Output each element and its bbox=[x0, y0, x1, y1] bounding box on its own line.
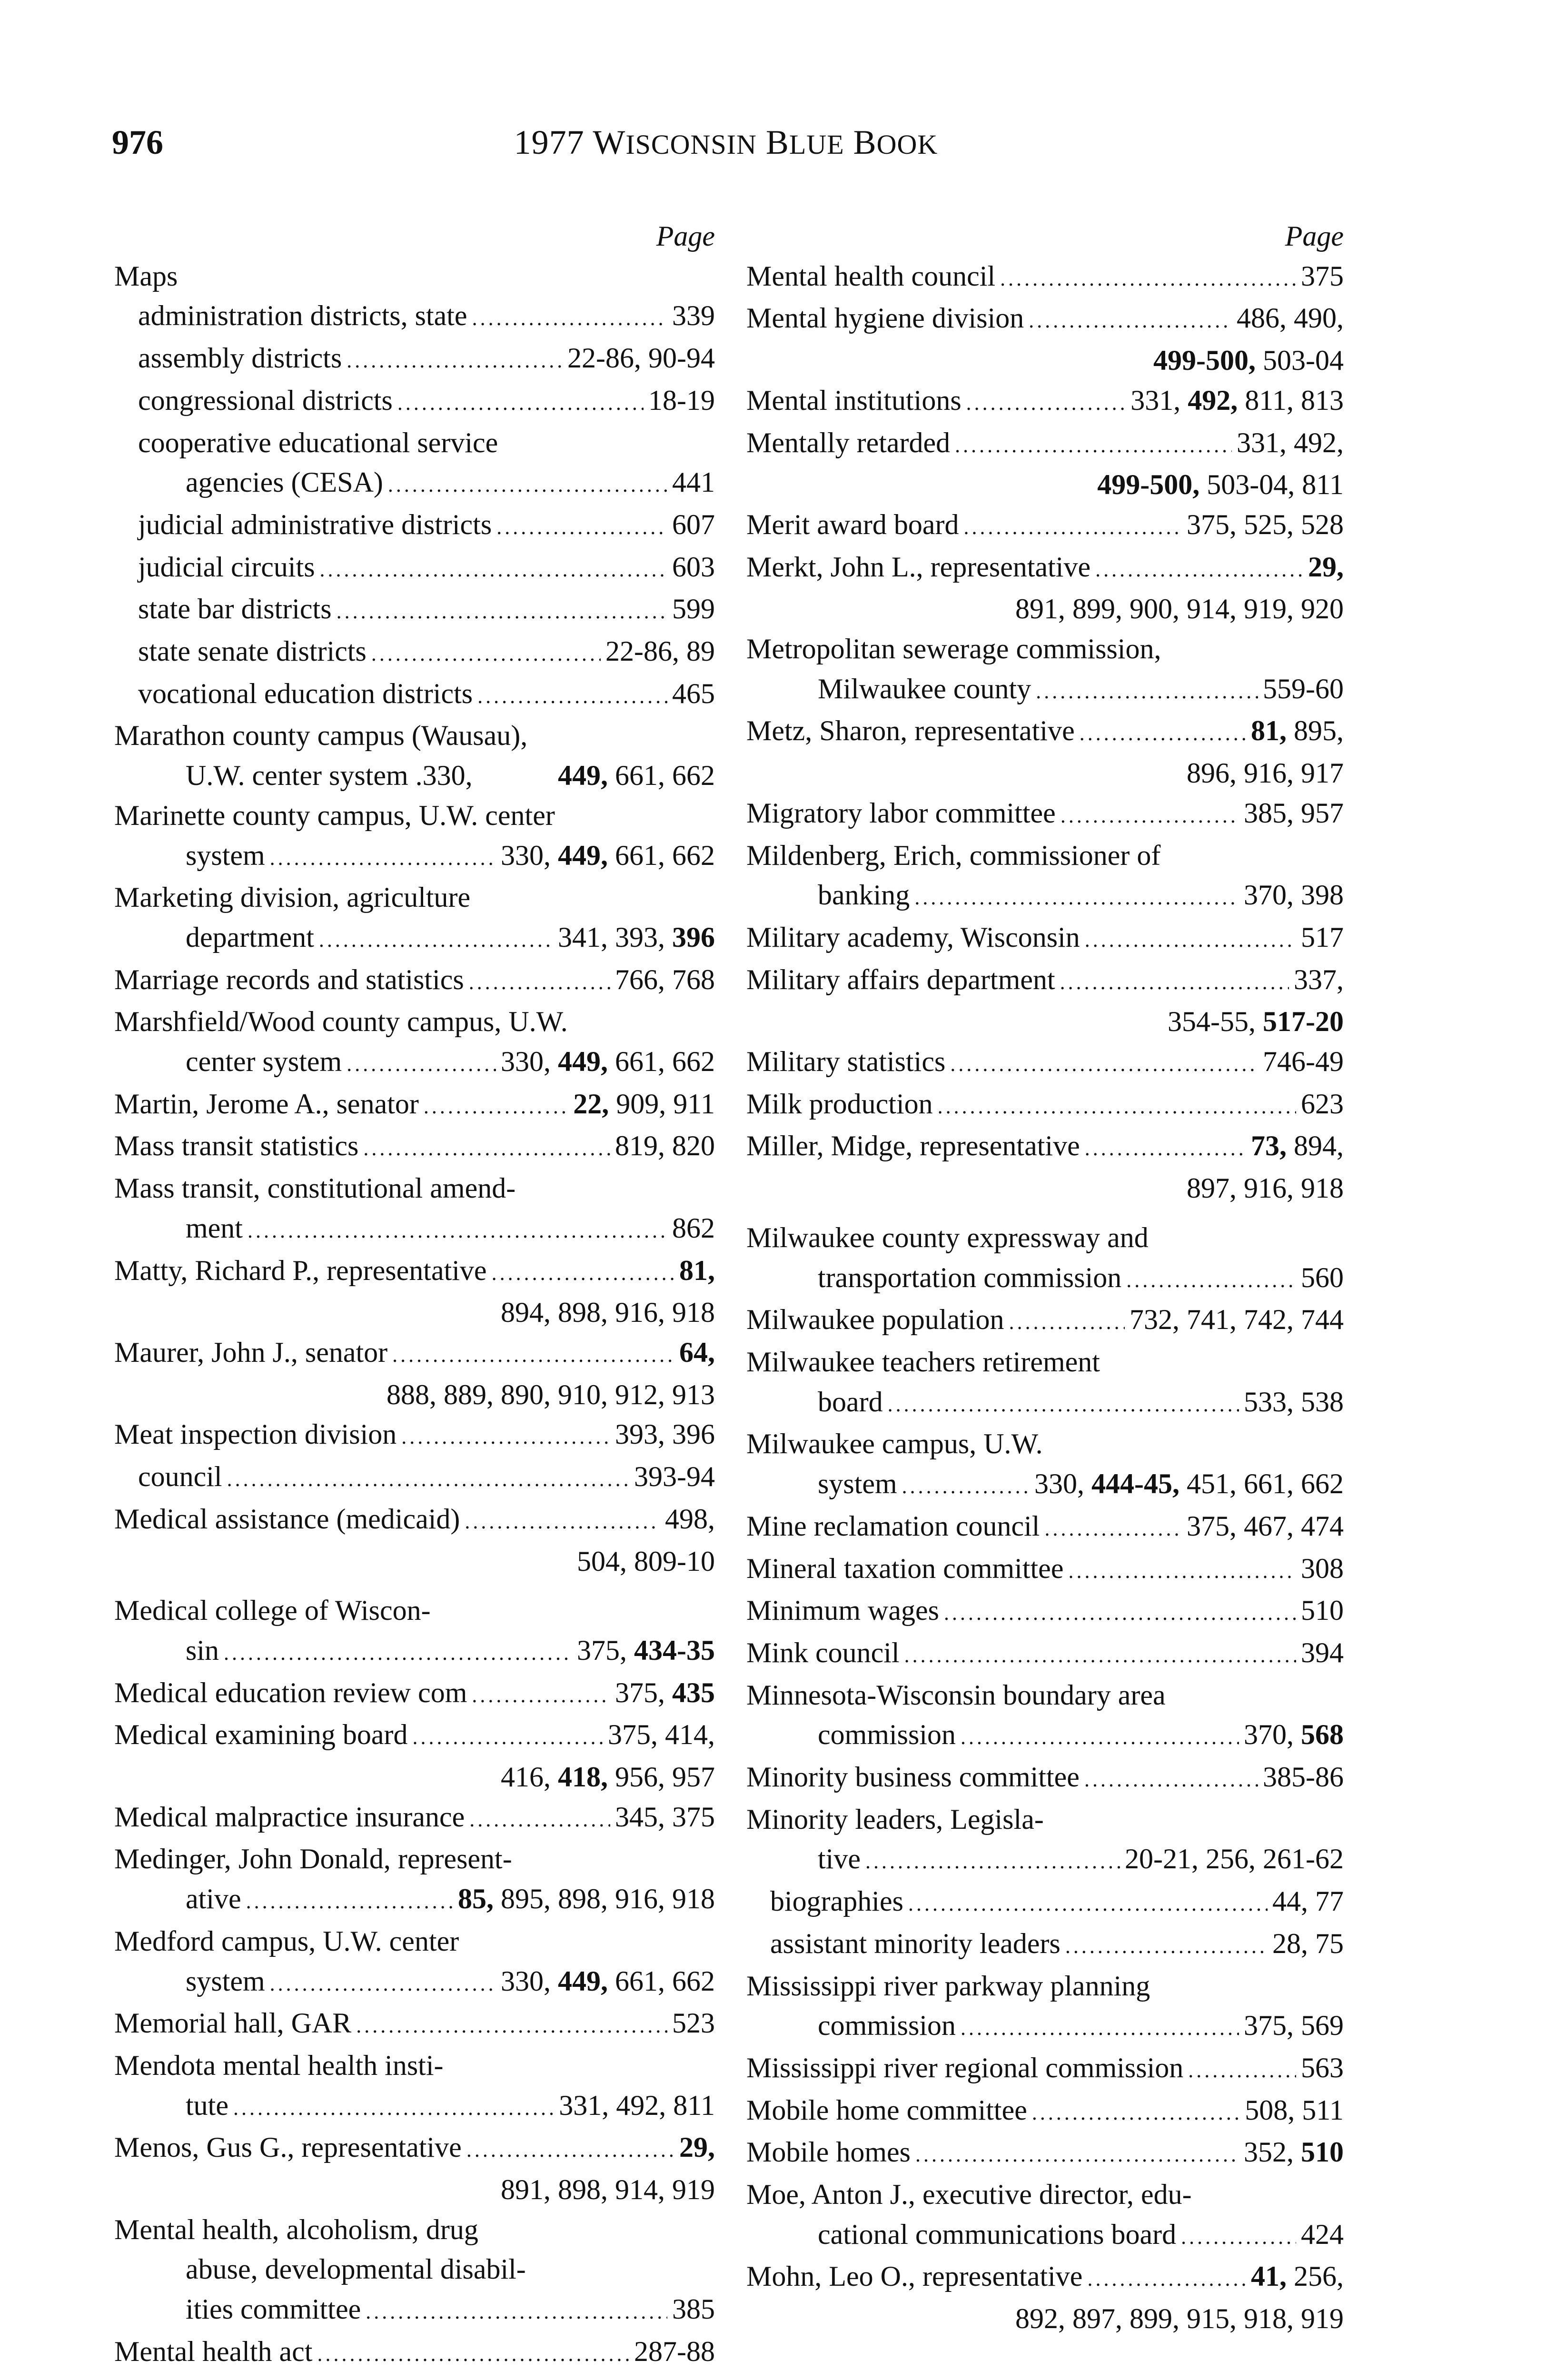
page-refs: 375, 434-35 bbox=[577, 1634, 715, 1666]
page-refs: 375, 435 bbox=[615, 1676, 715, 1708]
index-entry: judicial circuits ..... 603 bbox=[114, 547, 715, 590]
page-refs: 746-49 bbox=[1263, 1046, 1344, 1078]
index-entry: Menos, Gus G., representative ..... 29, bbox=[114, 2128, 715, 2170]
index-entry: Minimum wages ..... 510 bbox=[746, 1591, 1344, 1633]
index-page-refs: 891, 899, 900, 914, 919, 920 bbox=[1015, 593, 1344, 625]
leader-dots bbox=[1032, 2093, 1240, 2133]
leader-dots bbox=[337, 592, 667, 632]
leader-dots bbox=[1085, 920, 1296, 960]
index-entry: Mental health council ..... 375 bbox=[746, 257, 1344, 299]
leader-dots bbox=[1068, 1551, 1296, 1591]
index-entry: state bar districts ..... 599 bbox=[114, 589, 715, 632]
leader-dots bbox=[1087, 2259, 1246, 2299]
leader-dots bbox=[356, 2006, 667, 2046]
page-refs: 623 bbox=[1301, 1088, 1344, 1120]
index-page-refs: 896, 916, 917 bbox=[1187, 757, 1344, 789]
leader-dots bbox=[1084, 1760, 1258, 1800]
index-entry-heading: Marshfield/Wood county campus, U.W. bbox=[114, 1006, 568, 1038]
index-entry: Mink council ..... 394 bbox=[746, 1633, 1344, 1676]
index-page-refs: 897, 916, 918 bbox=[1187, 1172, 1344, 1204]
page-refs: 375, 414, bbox=[608, 1719, 715, 1751]
leader-dots bbox=[270, 1964, 496, 2004]
leader-dots bbox=[1060, 962, 1289, 1002]
leader-dots bbox=[1085, 1129, 1246, 1169]
index-entry: tute ..... 331, 492, 811 bbox=[114, 2086, 715, 2128]
page-refs: 330, 449, 661, 662 bbox=[501, 1965, 715, 1997]
page-refs: 308 bbox=[1301, 1552, 1344, 1584]
page-refs: 375, 467, 474 bbox=[1187, 1510, 1344, 1542]
leader-dots bbox=[1044, 1509, 1182, 1549]
index-entry: Minority business committee ..... 385-86 bbox=[746, 1757, 1344, 1800]
index-entry-heading: Marinette county campus, U.W. center bbox=[114, 799, 555, 831]
index-entry-heading: Minority leaders, Legisla- bbox=[746, 1803, 1044, 1835]
page-refs: 28, 75 bbox=[1272, 1927, 1344, 1959]
leader-dots bbox=[388, 465, 667, 505]
leader-dots bbox=[472, 298, 667, 338]
page-refs: 607 bbox=[672, 508, 715, 540]
page-refs: 393, 396 bbox=[615, 1418, 715, 1450]
page-refs: 345, 375 bbox=[615, 1801, 715, 1833]
leader-dots bbox=[961, 1717, 1239, 1757]
index-entry: Medical malpractice insurance ..... 345, 375 bbox=[114, 1797, 715, 1840]
leader-dots bbox=[469, 1800, 610, 1840]
leader-dots bbox=[397, 383, 644, 423]
index-entry: system ..... 330, 449, 661, 662 bbox=[114, 1962, 715, 2004]
page-refs: 862 bbox=[672, 1212, 715, 1244]
index-entry: Metz, Sharon, representative ..... 81, 895, bbox=[746, 711, 1344, 754]
index-entry: administration districts, state ..... 339 bbox=[114, 296, 715, 338]
index-entry-heading: Milwaukee teachers retirement bbox=[746, 1346, 1100, 1378]
index-entry: Medical examining board ..... 375, 414, bbox=[114, 1715, 715, 1757]
leader-dots bbox=[1065, 1926, 1268, 1966]
leader-dots bbox=[1126, 1260, 1296, 1300]
page-header bbox=[112, 123, 1340, 175]
index-entry-heading: Marathon county campus (Wausau), bbox=[114, 720, 528, 752]
index-entries-left bbox=[114, 257, 715, 2374]
leader-dots bbox=[392, 1335, 674, 1375]
index-entry: Medical education review com ..... 375, 435 bbox=[114, 1673, 715, 1716]
index-entry: commission ..... 370, 568 bbox=[746, 1715, 1344, 1757]
index-entry: Mental health act ..... 287-88 bbox=[114, 2332, 715, 2374]
index-entry-heading: Minnesota-Wisconsin boundary area bbox=[746, 1679, 1166, 1711]
index-entry: Mohn, Leo O., representative ..... 41, 256, bbox=[746, 2257, 1344, 2299]
index-entry: Maurer, John J., senator ..... 64, bbox=[114, 1333, 715, 1375]
index-entry-heading: Marketing division, agriculture bbox=[114, 882, 471, 913]
index-entry: Military statistics ..... 746-49 bbox=[746, 1042, 1344, 1084]
index-entry: cational communications board ..... 424 bbox=[746, 2215, 1344, 2257]
page-refs: 508, 511 bbox=[1245, 2094, 1344, 2126]
page-refs: 29, bbox=[679, 2132, 715, 2163]
index-entry: ities committee ..... 385 bbox=[114, 2290, 715, 2332]
index-entry: Medical assistance (medicaid) ..... 498, bbox=[114, 1499, 715, 1542]
page-refs: 394 bbox=[1301, 1636, 1344, 1668]
page-refs: 81, 895, bbox=[1251, 715, 1344, 747]
page-refs: 331, 492, bbox=[1237, 426, 1344, 458]
page-refs: 533, 538 bbox=[1244, 1386, 1344, 1418]
index-entry: Military academy, Wisconsin ..... 517 bbox=[746, 918, 1344, 960]
index-entry: board ..... 533, 538 bbox=[746, 1382, 1344, 1425]
page-refs: 424 bbox=[1301, 2218, 1344, 2250]
index-page-refs: 888, 889, 890, 910, 912, 913 bbox=[386, 1378, 715, 1410]
page-refs: 330, 449, 661, 662 bbox=[501, 839, 715, 871]
index-entry: Meat inspection division ..... 393, 396 bbox=[114, 1415, 715, 1457]
index-entry: system ..... 330, 449, 661, 662 bbox=[114, 836, 715, 878]
index-entry: Mentally retarded ..... 331, 492, bbox=[746, 423, 1344, 466]
page-refs: 517 bbox=[1301, 921, 1344, 953]
index-entry: Mental institutions ..... 331, 492, 811, 813 bbox=[746, 381, 1344, 423]
leader-dots bbox=[317, 2334, 629, 2374]
leader-dots bbox=[908, 1884, 1268, 1924]
page-refs: 375, 569 bbox=[1244, 2010, 1344, 2042]
leader-dots bbox=[904, 1636, 1296, 1676]
leader-dots bbox=[424, 1087, 568, 1127]
page-refs: 339 bbox=[672, 300, 715, 332]
leader-dots bbox=[233, 2088, 554, 2128]
index-entry: Mobile homes ..... 352, 510 bbox=[746, 2132, 1344, 2175]
index-entry: sin ..... 375, 434-35 bbox=[114, 1631, 715, 1673]
index-entry: Merkt, John L., representative ..... 29, bbox=[746, 547, 1344, 590]
page-refs: 385 bbox=[672, 2293, 715, 2325]
index-entry: assistant minority leaders ..... 28, 75 bbox=[746, 1924, 1344, 1966]
index-entry: vocational education districts ..... 465 bbox=[114, 674, 715, 716]
index-page-refs: 892, 897, 899, 915, 918, 919 bbox=[1015, 2303, 1344, 2335]
page-refs: 337, bbox=[1294, 963, 1344, 995]
leader-dots bbox=[888, 1385, 1239, 1425]
index-entry-heading: Mass transit, constitutional amend- bbox=[114, 1172, 516, 1204]
leader-dots bbox=[248, 1211, 667, 1251]
page-refs: 330, 449, 661, 662 bbox=[501, 1046, 715, 1078]
index-entry-heading: Metropolitan sewerage commission, bbox=[746, 633, 1161, 665]
leader-dots bbox=[224, 1633, 572, 1673]
index-entry: commission ..... 375, 569 bbox=[746, 2006, 1344, 2048]
page-refs: 486, 490, bbox=[1237, 302, 1344, 334]
page-refs: 44, 77 bbox=[1272, 1885, 1344, 1917]
leader-dots bbox=[1029, 301, 1232, 341]
leader-dots bbox=[1080, 714, 1246, 754]
index-entry: assembly districts ..... 22-86, 90-94 bbox=[114, 338, 715, 381]
index-entry: Military affairs department ..... 337, bbox=[746, 960, 1344, 1002]
leader-dots bbox=[1095, 550, 1303, 590]
index-entry: Milwaukee population ..... 732, 741, 742, 744 bbox=[746, 1300, 1344, 1342]
leader-dots bbox=[320, 550, 667, 590]
index-entry: Martin, Jerome A., senator ..... 22, 909, 911 bbox=[114, 1084, 715, 1127]
page-refs: 393-94 bbox=[634, 1461, 715, 1493]
page-refs: 22, 909, 911 bbox=[573, 1088, 715, 1120]
index-entry: department ..... 341, 393, 396 bbox=[114, 918, 715, 960]
index-page-refs: 499-500, 503-04, 811 bbox=[1097, 469, 1344, 501]
page-refs: 732, 741, 742, 744 bbox=[1130, 1304, 1344, 1336]
index-page-refs: 891, 898, 914, 919 bbox=[501, 2174, 715, 2206]
leader-dots bbox=[472, 1676, 610, 1716]
page-refs: 375 bbox=[1301, 260, 1344, 292]
index-page-refs: 894, 898, 916, 918 bbox=[501, 1297, 715, 1329]
page-refs: 498, bbox=[665, 1503, 715, 1535]
index-entry-heading: Mildenberg, Erich, commissioner of bbox=[746, 839, 1161, 871]
index-entry: system ..... 330, 444-45, 451, 661, 662 bbox=[746, 1464, 1344, 1507]
leader-dots bbox=[914, 878, 1239, 918]
index-entry: Mineral taxation committee ..... 308 bbox=[746, 1549, 1344, 1591]
leader-dots bbox=[1181, 2217, 1296, 2257]
index-entry: Marriage records and statistics ..... 766, 768 bbox=[114, 960, 715, 1002]
index-entry: Mass transit statistics ..... 819, 820 bbox=[114, 1126, 715, 1169]
index-entry: Mine reclamation council ..... 375, 467, 474 bbox=[746, 1507, 1344, 1549]
leader-dots bbox=[227, 1459, 629, 1499]
page-refs: 385, 957 bbox=[1244, 797, 1344, 829]
index-entry: Milk production ..... 623 bbox=[746, 1084, 1344, 1127]
leader-dots bbox=[401, 1417, 610, 1457]
leader-dots bbox=[371, 634, 601, 674]
index-entry-heading: cooperative educational service bbox=[138, 426, 498, 458]
index-column-right bbox=[746, 217, 1344, 2339]
leader-dots bbox=[347, 1044, 496, 1084]
leader-dots bbox=[246, 1882, 453, 1922]
leader-dots bbox=[466, 2130, 674, 2170]
page-refs: 441 bbox=[672, 466, 715, 498]
leader-dots bbox=[270, 838, 496, 878]
leader-dots bbox=[938, 1087, 1296, 1127]
page-refs: 559-60 bbox=[1263, 673, 1344, 704]
index-entry-heading: Medford campus, U.W. center bbox=[114, 1925, 459, 1957]
index-entry-heading: Mendota mental health insti- bbox=[114, 2049, 444, 2081]
page-refs: 331, 492, 811, 813 bbox=[1130, 384, 1344, 416]
page-refs: 385-86 bbox=[1263, 1761, 1344, 1793]
page-refs: 331, 492, 811 bbox=[559, 2089, 715, 2121]
page-refs: 523 bbox=[672, 2007, 715, 2039]
page-refs: 22-86, 89 bbox=[605, 635, 715, 667]
page-refs: 370, 398 bbox=[1244, 879, 1344, 911]
page-refs: 341, 393, 396 bbox=[558, 921, 715, 953]
index-entry: ative ..... 85, 895, 898, 916, 918 bbox=[114, 1879, 715, 1922]
index-entry: congressional districts ..... 18-19 bbox=[114, 381, 715, 423]
page-refs: 603 bbox=[672, 551, 715, 583]
leader-dots bbox=[1009, 1302, 1125, 1342]
index-page-refs: 499-500, 503-04 bbox=[1153, 345, 1344, 377]
index-entry-heading: Maps bbox=[114, 260, 178, 292]
index-page-refs: 354-55, 517-20 bbox=[1168, 1006, 1344, 1038]
running-head-year: 1977 bbox=[514, 123, 585, 161]
index-entry-heading: Mental health, alcoholism, drug bbox=[114, 2213, 478, 2245]
page-refs: 819, 820 bbox=[615, 1130, 715, 1162]
page-refs: 85, 895, 898, 916, 918 bbox=[458, 1883, 715, 1915]
index-entry: Migratory labor committee ..... 385, 957 bbox=[746, 793, 1344, 836]
leader-dots bbox=[412, 1717, 603, 1757]
index-entry: Matty, Richard P., representative ..... 81, bbox=[114, 1251, 715, 1293]
index-entry-heading: Moe, Anton J., executive director, edu- bbox=[746, 2179, 1192, 2211]
index-entry: Mississippi river regional commission ..... 563 bbox=[746, 2048, 1344, 2091]
index-entries-right bbox=[746, 257, 1344, 2339]
index-entry: transportation commission ..... 560 bbox=[746, 1258, 1344, 1300]
leader-dots bbox=[963, 507, 1182, 547]
page-refs: 287-88 bbox=[634, 2335, 715, 2367]
page-refs: 22-86, 90-94 bbox=[567, 342, 715, 374]
index-entry: center system ..... 330, 449, 661, 662 bbox=[114, 1042, 715, 1084]
leader-dots bbox=[865, 1842, 1120, 1882]
page-refs: 81, bbox=[679, 1254, 715, 1286]
page-refs: 352, 510 bbox=[1244, 2136, 1344, 2168]
index-entry-heading: Milwaukee campus, U.W. bbox=[746, 1428, 1043, 1460]
leader-dots bbox=[347, 341, 563, 381]
index-entry: state senate districts ..... 22-86, 89 bbox=[114, 632, 715, 674]
leader-dots bbox=[496, 507, 667, 547]
page-refs: 73, 894, bbox=[1251, 1130, 1344, 1162]
index-entry-heading: Medinger, John Donald, represent- bbox=[114, 1843, 512, 1875]
page-refs: 563 bbox=[1301, 2052, 1344, 2083]
index-entry: Merit award board ..... 375, 525, 528 bbox=[746, 505, 1344, 547]
index-entry: Memorial hall, GAR ..... 523 bbox=[114, 2003, 715, 2046]
page-refs: 20-21, 256, 261-62 bbox=[1125, 1843, 1344, 1875]
index-entry-heading: Medical college of Wiscon- bbox=[114, 1595, 431, 1626]
index-entry: tive ..... 20-21, 256, 261-62 bbox=[746, 1839, 1344, 1882]
running-head: 1977 WISCONSIN BLUE BOOK bbox=[514, 123, 938, 161]
index-entry: Mobile home committee ..... 508, 511 bbox=[746, 2091, 1344, 2133]
leader-dots bbox=[950, 1044, 1258, 1084]
leader-dots bbox=[944, 1593, 1296, 1633]
entry-spacer bbox=[746, 1209, 1344, 1218]
entry-spacer bbox=[114, 1581, 715, 1591]
column-page-label: Page bbox=[1285, 220, 1344, 252]
index-entry: judicial administrative districts ..... 607 bbox=[114, 505, 715, 547]
page-refs: 41, 256, bbox=[1251, 2261, 1344, 2292]
index-entry: Miller, Midge, representative ..... 73, 894, bbox=[746, 1126, 1344, 1169]
index-entry: agencies (CESA) ..... 441 bbox=[114, 463, 715, 505]
page-refs: 599 bbox=[672, 593, 715, 625]
index-entry-heading: Milwaukee county expressway and bbox=[746, 1221, 1149, 1253]
index-entry: banking ..... 370, 398 bbox=[746, 875, 1344, 918]
leader-dots bbox=[477, 676, 667, 716]
column-page-label: Page bbox=[656, 220, 715, 252]
leader-dots bbox=[363, 1129, 610, 1169]
page-refs: 29, bbox=[1308, 551, 1344, 583]
leader-dots bbox=[902, 1467, 1030, 1507]
leader-dots bbox=[1000, 259, 1296, 299]
page-refs: 465 bbox=[672, 677, 715, 709]
leader-dots bbox=[469, 962, 610, 1002]
page-refs: 370, 568 bbox=[1244, 1719, 1344, 1751]
index-entry-heading: Mississippi river parkway planning bbox=[746, 1970, 1150, 2002]
page-refs: 510 bbox=[1301, 1595, 1344, 1626]
leader-dots bbox=[465, 1502, 660, 1542]
leader-dots bbox=[1060, 796, 1239, 836]
page-refs: 560 bbox=[1301, 1261, 1344, 1293]
page-refs: 64, bbox=[679, 1336, 715, 1368]
leader-dots bbox=[915, 2135, 1239, 2175]
leader-dots bbox=[492, 1253, 674, 1293]
leader-dots bbox=[966, 383, 1126, 423]
index-entry: Mental hygiene division ..... 486, 490, bbox=[746, 298, 1344, 341]
index-entry: biographies ..... 44, 77 bbox=[746, 1882, 1344, 1924]
index-page-refs: 416, 418, 956, 957 bbox=[501, 1761, 715, 1793]
index-column-left bbox=[114, 217, 715, 2374]
leader-dots bbox=[961, 2008, 1239, 2048]
leader-dots bbox=[366, 2292, 667, 2332]
index-entry-heading: abuse, developmental disabil- bbox=[186, 2253, 526, 2285]
index-entry: ment ..... 862 bbox=[114, 1209, 715, 1251]
page-refs: 375, 525, 528 bbox=[1187, 508, 1344, 540]
leader-dots bbox=[955, 426, 1232, 466]
index-entry: Milwaukee county ..... 559-60 bbox=[746, 669, 1344, 712]
leader-dots bbox=[1188, 2051, 1296, 2091]
page-refs: 18-19 bbox=[648, 384, 715, 416]
page-number: 976 bbox=[112, 123, 163, 161]
page-refs: 330, 444-45, 451, 661, 662 bbox=[1034, 1468, 1344, 1500]
index-entry: U.W. center system .330, 449, 661, 662 bbox=[186, 760, 715, 792]
leader-dots bbox=[319, 920, 553, 960]
leader-dots bbox=[1036, 672, 1258, 712]
index-page-refs: 504, 809-10 bbox=[577, 1545, 715, 1577]
page-refs: 766, 768 bbox=[615, 963, 715, 995]
index-entry: council ..... 393-94 bbox=[114, 1457, 715, 1499]
